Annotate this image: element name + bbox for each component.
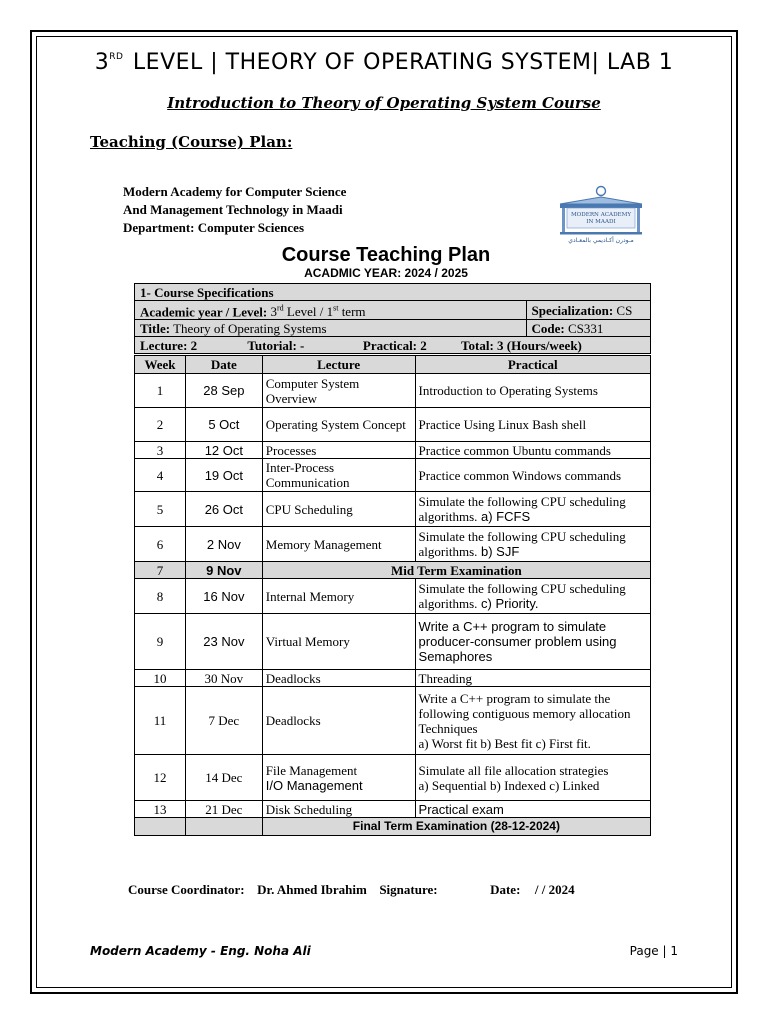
- spec-row-year: [135, 301, 651, 320]
- spec-code-value: CS331: [568, 320, 604, 336]
- spec-title-label: Title:: [140, 320, 171, 336]
- spec-year-value: 3rd Level / 1st term: [270, 304, 366, 320]
- footer-page-number: Page | 1: [629, 944, 678, 958]
- row-lecture: CPU Scheduling: [262, 492, 415, 527]
- row-date: 23 Nov: [185, 614, 262, 670]
- table-row: [135, 442, 651, 459]
- footer-author: Modern Academy - Eng. Noha Ali: [90, 944, 311, 958]
- teaching-plan-table: [134, 355, 651, 836]
- institution-line-2: And Management Technology in Maadi: [123, 202, 343, 217]
- row-week: 11: [135, 687, 186, 755]
- row-lecture: Computer System Overview: [262, 374, 415, 408]
- title-level-number: 3: [94, 50, 110, 75]
- row-date: 9 Nov: [185, 562, 262, 579]
- header-lecture: Lecture: [262, 356, 415, 374]
- row-practical: Practical exam: [415, 801, 650, 818]
- spec-lecture-hours: Lecture: 2: [140, 337, 198, 353]
- header-practical: Practical: [415, 356, 650, 374]
- section-heading: Teaching (Course) Plan:: [90, 133, 293, 151]
- row-practical: Write a C++ program to simulate producer-consumer problem using Semaphores: [415, 614, 650, 670]
- title-text: LEVEL | THEORY OF OPERATING SYSTEM| LAB 1: [132, 50, 674, 75]
- academy-logo: [552, 182, 650, 244]
- row-lecture: File Management I/O Management: [262, 755, 415, 801]
- row-date: 30 Nov: [185, 670, 262, 687]
- document-title: [0, 50, 768, 75]
- row-week: 13: [135, 801, 186, 818]
- table-row: [135, 755, 651, 801]
- plan-header-row: [135, 356, 651, 374]
- spec-specialization-cell: [526, 301, 650, 320]
- row-date: 5 Oct: [185, 408, 262, 442]
- final-empty-week: [135, 818, 186, 836]
- table-row: [135, 687, 651, 755]
- spec-title-value: Theory of Operating Systems: [173, 320, 327, 336]
- table-row: [135, 374, 651, 408]
- table-row: [135, 579, 651, 614]
- spec-row-hours: [135, 337, 651, 354]
- logo-text-1: MODERN ACADEMY: [570, 212, 632, 218]
- spec-heading: 1- Course Specifications: [135, 284, 651, 301]
- row-date: 12 Oct: [185, 442, 262, 459]
- row-date: 2 Nov: [185, 527, 262, 562]
- row-date: 26 Oct: [185, 492, 262, 527]
- row-practical: Practice common Windows commands: [415, 459, 650, 492]
- row-practical: Practice common Ubuntu commands: [415, 442, 650, 459]
- spec-year-label: Academic year / Level:: [140, 304, 268, 320]
- row-week: 2: [135, 408, 186, 442]
- plan-title: Course Teaching Plan: [281, 244, 491, 266]
- spec-practical-hours: Practical: 2: [362, 337, 427, 353]
- spec-heading-row: [135, 284, 651, 301]
- row-practical: Practice Using Linux Bash shell: [415, 408, 650, 442]
- spec-title-cell: [135, 320, 527, 337]
- spec-code-cell: [526, 320, 650, 337]
- spec-hours-cell: [135, 337, 651, 354]
- row-date: 7 Dec: [185, 687, 262, 755]
- row-date: 14 Dec: [185, 755, 262, 801]
- signature-label: Signature:: [379, 882, 438, 897]
- row-lecture: Deadlocks: [262, 670, 415, 687]
- spec-total-hours: Total: 3 (Hours/week): [461, 337, 582, 353]
- row-lecture: Virtual Memory: [262, 614, 415, 670]
- spec-specialization-label: Specialization:: [531, 302, 614, 318]
- logo-arabic-text: مـودرن أكـاديمي بالمعـادي: [568, 237, 634, 244]
- table-row: [135, 614, 651, 670]
- row-week: 7: [135, 562, 186, 579]
- table-row: [135, 492, 651, 527]
- final-exam-label: Final Term Examination (28-12-2024): [262, 818, 650, 836]
- logo-text-2: IN MAADI: [586, 219, 616, 225]
- row-practical: Threading: [415, 670, 650, 687]
- table-row: [135, 527, 651, 562]
- row-date: 19 Oct: [185, 459, 262, 492]
- spec-tutorial-hours: Tutorial: -: [247, 337, 305, 353]
- institution-block: [123, 183, 346, 237]
- coordinator-label: Course Coordinator:: [128, 882, 245, 897]
- header-week: Week: [135, 356, 186, 374]
- row-lecture: Inter-Process Communication: [262, 459, 415, 492]
- row-week: 6: [135, 527, 186, 562]
- date-value: / / 2024: [534, 882, 575, 897]
- row-practical: Simulate the following CPU scheduling algorithms. a) FCFS: [415, 492, 650, 527]
- row-date: 16 Nov: [185, 579, 262, 614]
- signoff-line: [128, 882, 575, 898]
- spec-code-label: Code:: [531, 320, 565, 336]
- row-week: 5: [135, 492, 186, 527]
- row-week: 3: [135, 442, 186, 459]
- course-subtitle: Introduction to Theory of Operating System Course: [167, 94, 601, 112]
- institution-line-1: Modern Academy for Computer Science: [123, 184, 347, 199]
- spec-specialization-value: CS: [616, 302, 633, 318]
- row-week: 1: [135, 374, 186, 408]
- row-lecture: Internal Memory: [262, 579, 415, 614]
- row-lecture: Deadlocks: [262, 687, 415, 755]
- row-practical: Simulate all file allocation strategies a) Sequential b) Indexed c) Linked: [415, 755, 650, 801]
- row-lecture: Disk Scheduling: [262, 801, 415, 818]
- row-lecture: Operating System Concept: [262, 408, 415, 442]
- department-line: Department: Computer Sciences: [123, 220, 304, 235]
- row-week: 12: [135, 755, 186, 801]
- row-practical: Write a C++ program to simulate the following contiguous memory allocation Techniques a) Worst fit b) Best fit c) First fit.: [415, 687, 650, 755]
- row-week: 4: [135, 459, 186, 492]
- spec-year-cell: [135, 301, 527, 320]
- row-date: 28 Sep: [185, 374, 262, 408]
- row-week: 9: [135, 614, 186, 670]
- row-practical: Simulate the following CPU scheduling algorithms. b) SJF: [415, 527, 650, 562]
- course-specifications-table: [134, 283, 651, 354]
- row-week: 10: [135, 670, 186, 687]
- final-empty-date: [185, 818, 262, 836]
- midterm-label: Mid Term Examination: [262, 562, 650, 579]
- table-row-midterm: [135, 562, 651, 579]
- date-label: Date:: [490, 882, 521, 897]
- header-date: Date: [185, 356, 262, 374]
- row-lecture: Processes: [262, 442, 415, 459]
- academic-year: ACADMIC YEAR: 2024 / 2025: [304, 266, 468, 280]
- row-week: 8: [135, 579, 186, 614]
- row-practical: Introduction to Operating Systems: [415, 374, 650, 408]
- row-date: 21 Dec: [185, 801, 262, 818]
- row-practical: Simulate the following CPU scheduling algorithms. c) Priority.: [415, 579, 650, 614]
- table-row: [135, 408, 651, 442]
- table-row: [135, 801, 651, 818]
- table-row: [135, 459, 651, 492]
- row-lecture: Memory Management: [262, 527, 415, 562]
- table-row-final: [135, 818, 651, 836]
- table-row: [135, 670, 651, 687]
- coordinator-name: Dr. Ahmed Ibrahim: [257, 882, 367, 897]
- spec-row-title: [135, 320, 651, 337]
- title-level-superscript: RD: [109, 52, 124, 62]
